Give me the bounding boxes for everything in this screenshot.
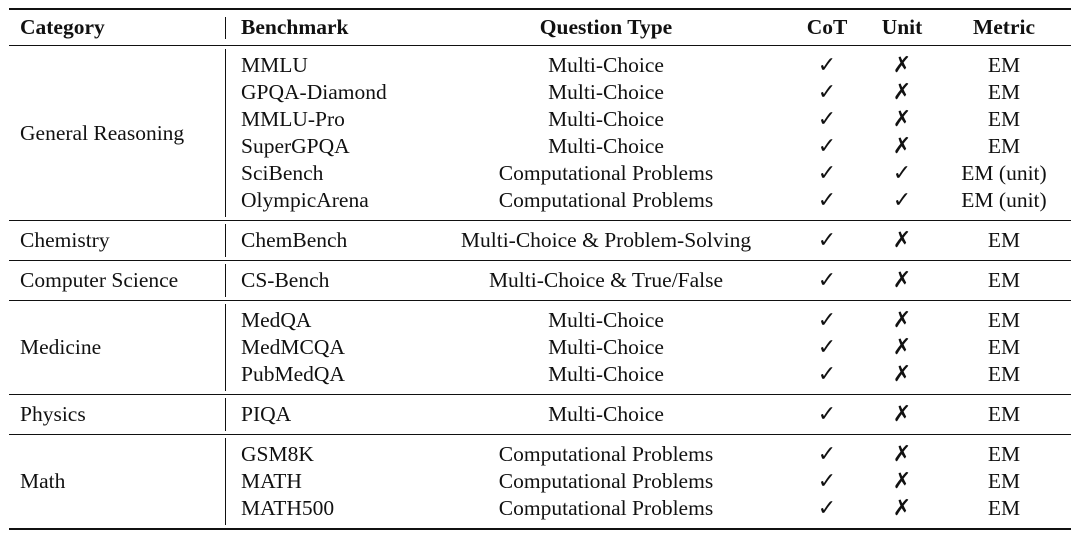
check-icon: ✓ <box>817 228 837 253</box>
cross-icon: ✗ <box>892 335 912 360</box>
benchmark-cell: MedMCQA <box>241 335 345 359</box>
cross-icon: ✗ <box>892 228 912 253</box>
category-label: Physics <box>20 402 86 426</box>
metric-cell: EM <box>987 496 1021 520</box>
table-row <box>9 52 1071 79</box>
cross-icon: ✗ <box>892 134 912 159</box>
question-type-cell: Multi-Choice <box>548 335 664 359</box>
table-row <box>9 227 1071 254</box>
benchmark-cell: PubMedQA <box>241 362 345 386</box>
category-label: General Reasoning <box>20 120 185 145</box>
metric-cell: EM (unit) <box>961 188 1047 212</box>
check-icon: ✓ <box>817 268 837 293</box>
question-type-cell: Multi-Choice <box>548 107 664 131</box>
table-row <box>9 187 1071 214</box>
question-type-cell: Computational Problems <box>498 188 714 212</box>
benchmark-cell: SciBench <box>241 161 324 185</box>
benchmark-cell: GPQA-Diamond <box>241 80 387 104</box>
check-icon: ✓ <box>817 161 837 186</box>
table-row <box>9 495 1071 522</box>
category-label: Computer Science <box>20 268 179 292</box>
metric-cell: EM <box>987 228 1021 252</box>
metric-cell: EM <box>987 442 1021 466</box>
check-icon: ✓ <box>817 442 837 467</box>
header-row <box>9 14 1071 41</box>
metric-cell: EM <box>987 134 1021 158</box>
group-rule <box>9 260 1071 261</box>
benchmark-cell: MedQA <box>241 308 312 332</box>
benchmark-cell: GSM8K <box>241 442 314 466</box>
metric-cell: EM (unit) <box>961 161 1047 185</box>
question-type-cell: Multi-Choice <box>548 134 664 158</box>
cross-icon: ✗ <box>892 53 912 78</box>
metric-cell: EM <box>987 308 1021 332</box>
header-rule <box>9 45 1071 46</box>
check-icon: ✓ <box>817 80 837 105</box>
group-rule <box>9 394 1071 395</box>
header-question-type: Question Type <box>539 15 673 39</box>
question-type-cell: Computational Problems <box>498 496 714 520</box>
check-icon: ✓ <box>817 496 837 521</box>
check-icon: ✓ <box>817 402 837 427</box>
benchmark-cell: MATH500 <box>241 496 335 520</box>
question-type-cell: Multi-Choice <box>548 53 664 77</box>
table-row <box>9 133 1071 160</box>
check-icon: ✓ <box>817 188 837 213</box>
category-label: Medicine <box>20 335 102 359</box>
metric-cell: EM <box>987 53 1021 77</box>
question-type-cell: Multi-Choice <box>548 402 664 426</box>
metric-cell: EM <box>987 362 1021 386</box>
check-icon: ✓ <box>817 134 837 159</box>
question-type-cell: Computational Problems <box>498 161 714 185</box>
category-label: Chemistry <box>20 228 110 252</box>
check-icon: ✓ <box>817 308 837 333</box>
cross-icon: ✗ <box>892 402 912 427</box>
group-rule <box>9 300 1071 301</box>
check-icon: ✓ <box>817 53 837 78</box>
table-row <box>9 468 1071 495</box>
benchmark-cell: MATH <box>241 469 302 493</box>
table-row <box>9 334 1071 361</box>
table-row <box>9 361 1071 388</box>
check-icon: ✓ <box>817 469 837 494</box>
benchmark-cell: MMLU <box>241 53 308 77</box>
header-cot: CoT <box>806 15 848 39</box>
check-icon: ✓ <box>817 335 837 360</box>
question-type-cell: Multi-Choice <box>548 362 664 386</box>
group-rule <box>9 434 1071 435</box>
cross-icon: ✗ <box>892 308 912 333</box>
cross-icon: ✗ <box>892 268 912 293</box>
benchmark-cell: SuperGPQA <box>241 134 350 158</box>
bottom-rule <box>9 528 1071 530</box>
question-type-cell: Multi-Choice & True/False <box>488 268 724 292</box>
cross-icon: ✗ <box>892 80 912 105</box>
metric-cell: EM <box>987 469 1021 493</box>
cross-icon: ✗ <box>892 362 912 387</box>
check-icon: ✓ <box>817 107 837 132</box>
check-icon: ✓ <box>892 188 912 213</box>
question-type-cell: Computational Problems <box>498 442 714 466</box>
metric-cell: EM <box>987 335 1021 359</box>
cross-icon: ✗ <box>892 469 912 494</box>
category-label: Math <box>20 469 66 493</box>
header-metric: Metric <box>972 15 1036 39</box>
cross-icon: ✗ <box>892 442 912 467</box>
question-type-cell: Multi-Choice <box>548 80 664 104</box>
table-row <box>9 160 1071 187</box>
benchmark-cell: CS-Bench <box>241 268 330 292</box>
benchmark-cell: MMLU-Pro <box>241 107 345 131</box>
table-row <box>9 401 1071 428</box>
check-icon: ✓ <box>892 161 912 186</box>
question-type-cell: Multi-Choice <box>548 308 664 332</box>
benchmark-cell: PIQA <box>241 402 292 426</box>
table-row <box>9 441 1071 468</box>
metric-cell: EM <box>987 268 1021 292</box>
check-icon: ✓ <box>817 362 837 387</box>
question-type-cell: Computational Problems <box>498 469 714 493</box>
header-separator <box>225 17 226 39</box>
table-row <box>9 79 1071 106</box>
benchmark-cell: OlympicArena <box>241 188 369 212</box>
cross-icon: ✗ <box>892 107 912 132</box>
question-type-cell: Multi-Choice & Problem-Solving <box>460 228 752 252</box>
metric-cell: EM <box>987 107 1021 131</box>
header-unit: Unit <box>881 15 923 39</box>
top-rule <box>9 8 1071 10</box>
header-benchmark: Benchmark <box>241 15 349 39</box>
table-row <box>9 307 1071 334</box>
metric-cell: EM <box>987 402 1021 426</box>
cross-icon: ✗ <box>892 496 912 521</box>
header-category: Category <box>20 15 105 39</box>
group-rule <box>9 220 1071 221</box>
table-row <box>9 106 1071 133</box>
benchmark-cell: ChemBench <box>241 228 348 252</box>
table-row <box>9 267 1071 294</box>
metric-cell: EM <box>987 80 1021 104</box>
